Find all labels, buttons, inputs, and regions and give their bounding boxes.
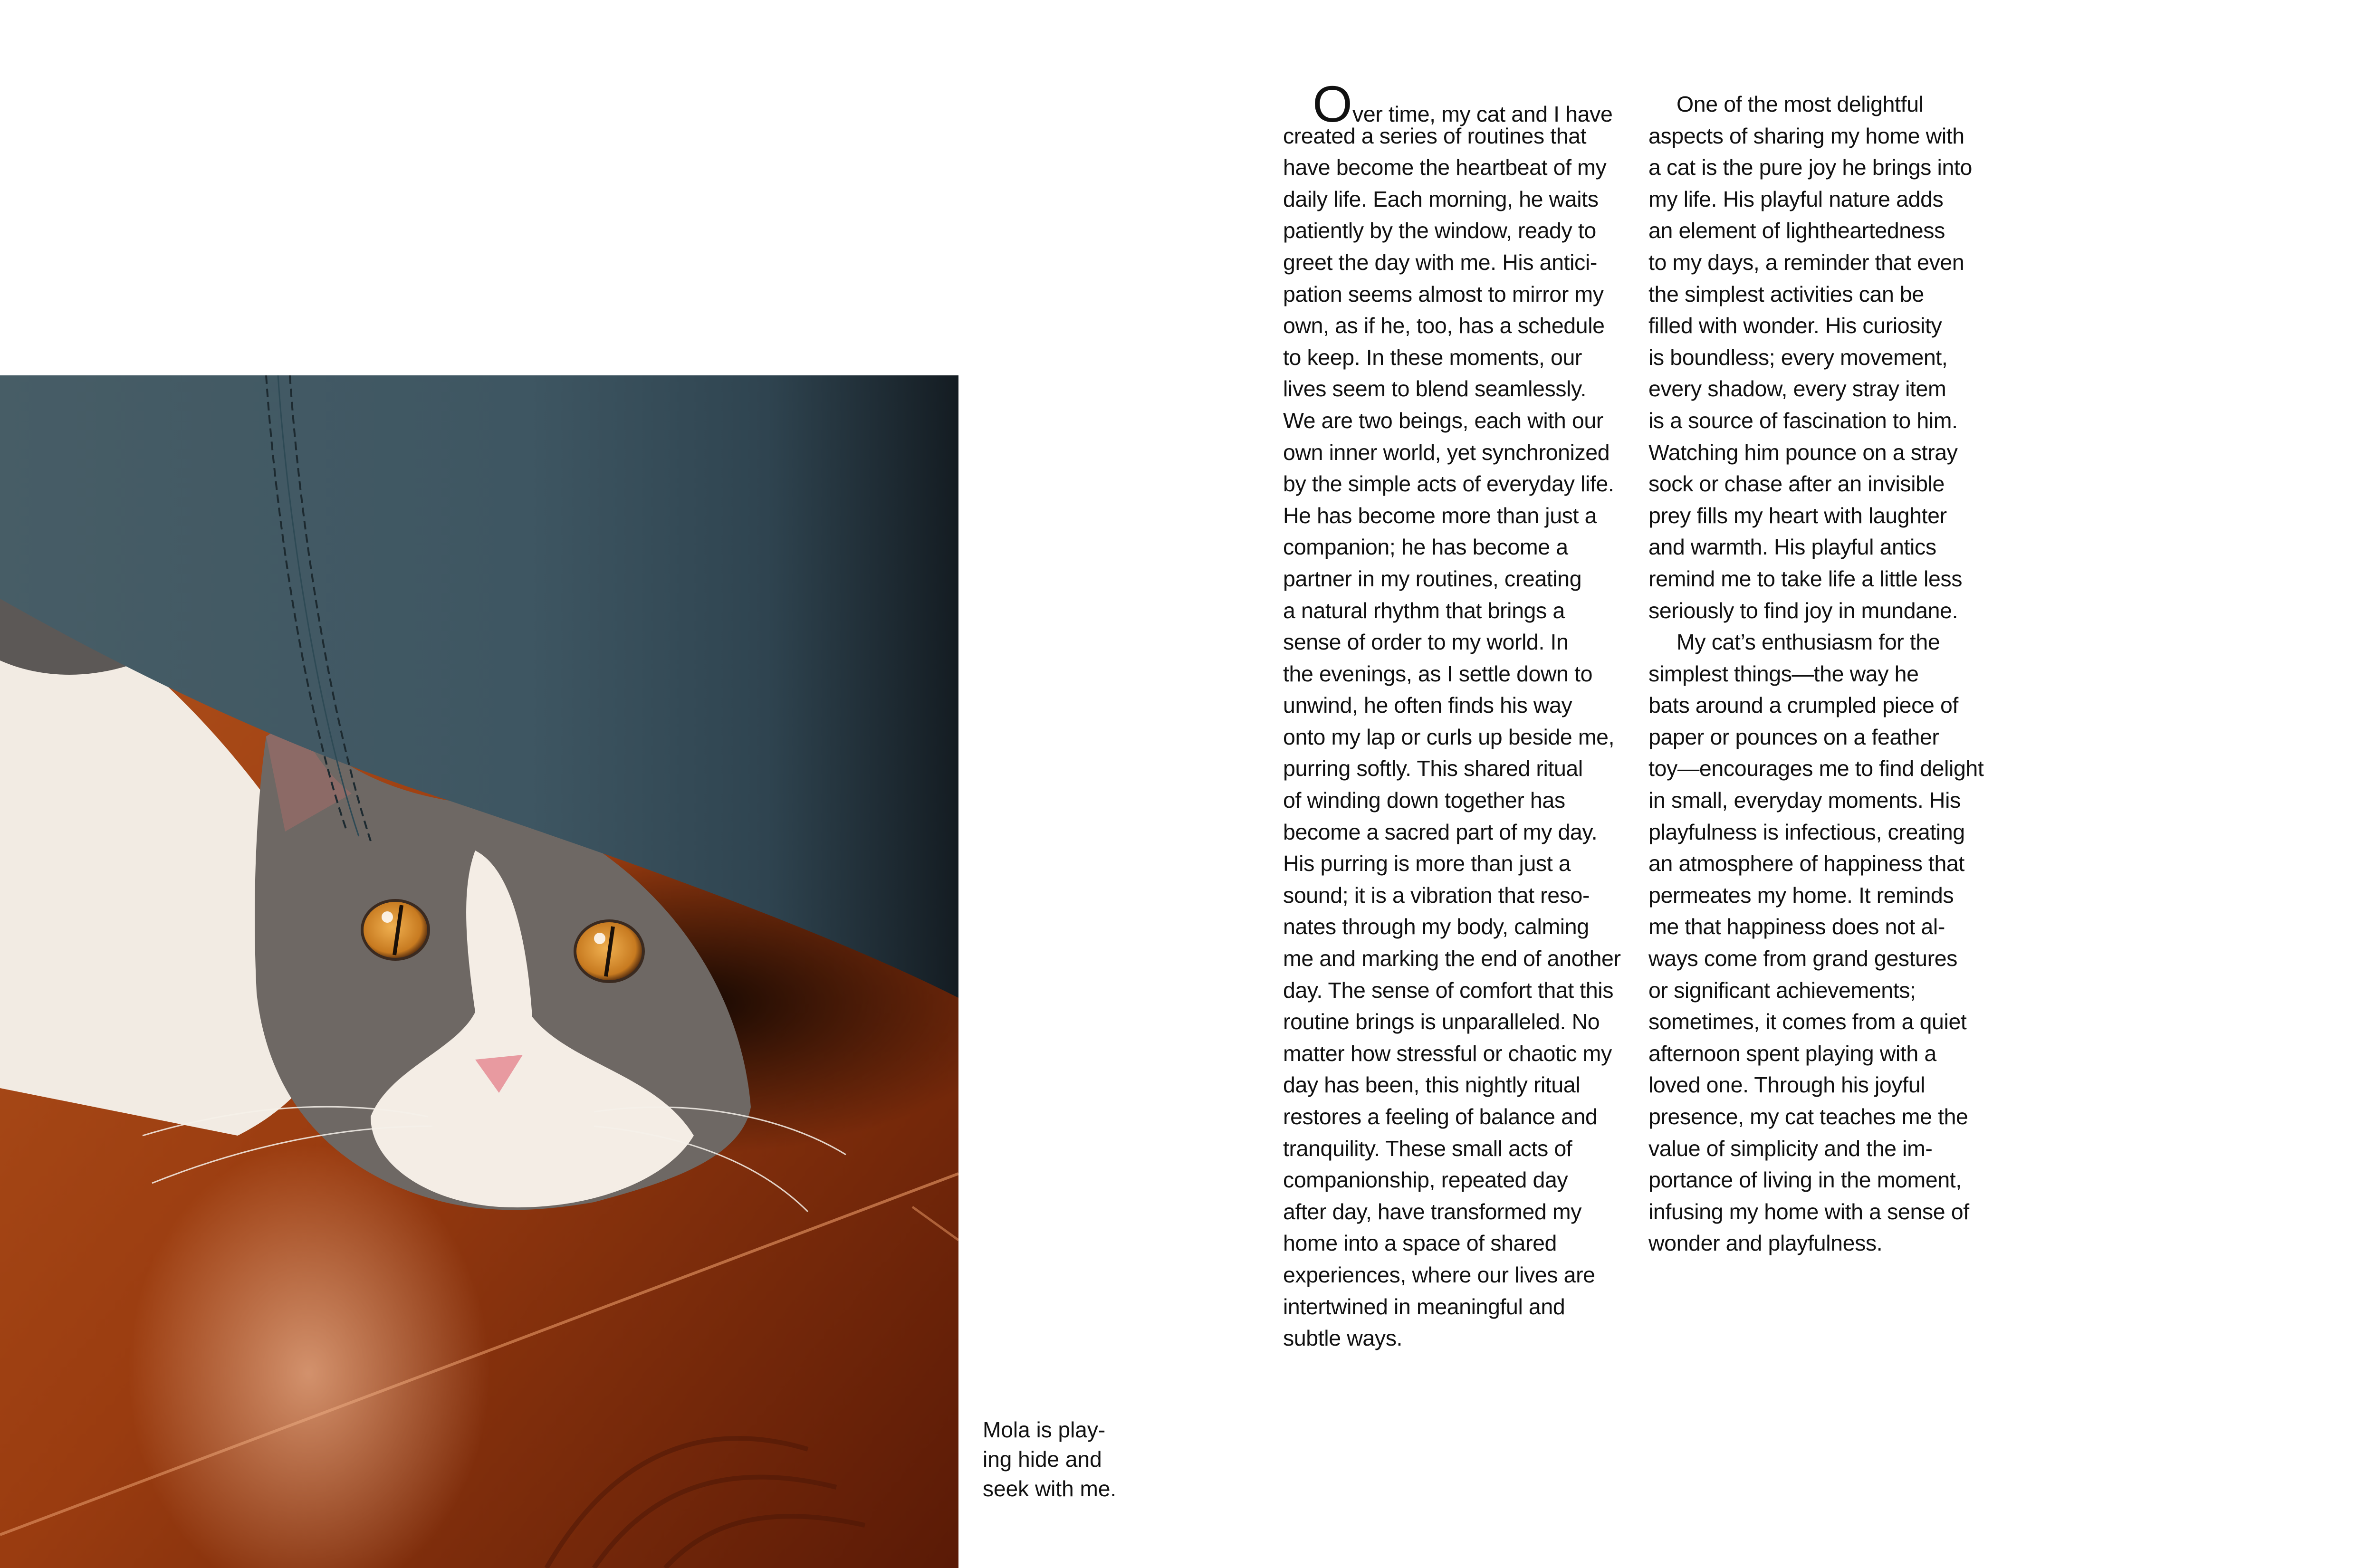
article-line: daily life. Each morning, he waits	[1283, 186, 1599, 211]
article-line: have become the heartbeat of my	[1283, 155, 1607, 180]
article-line: nates through my body, calming	[1283, 914, 1589, 939]
article-line: day has been, this nightly ritual	[1283, 1072, 1581, 1098]
article-line: the evenings, as I settle down to	[1283, 661, 1593, 686]
article-line: greet the day with me. His antici-	[1283, 249, 1597, 275]
article-line: an atmosphere of happiness that	[1648, 851, 1964, 876]
article-line: purring softly. This shared ritual	[1283, 756, 1583, 781]
article-line: wonder and playfulness.	[1648, 1231, 1883, 1256]
cat-photo	[0, 375, 958, 1568]
article-line: He has become more than just a	[1283, 503, 1597, 528]
article-column-2	[1648, 88, 2010, 1259]
article-line: seriously to find joy in mundane.	[1648, 598, 1958, 623]
article-line: and warmth. His playful antics	[1648, 535, 1936, 560]
article-line: prey fills my heart with laughter	[1648, 503, 1947, 528]
article-line: by the simple acts of everyday life.	[1283, 471, 1614, 497]
article-line: aspects of sharing my home with	[1648, 123, 1964, 148]
article-line: my life. His playful nature adds	[1648, 186, 1944, 211]
article-line: value of simplicity and the im-	[1648, 1136, 1933, 1161]
article-line: experiences, where our lives are	[1283, 1262, 1595, 1287]
article-line: sock or chase after an invisible	[1648, 471, 1945, 497]
article-line: sometimes, it comes from a quiet	[1648, 1009, 1967, 1034]
article-line: paper or pounces on a feather	[1648, 724, 1939, 749]
article-line: is boundless; every movement,	[1648, 344, 1948, 370]
article-line: toy—encourages me to find delight	[1648, 756, 1984, 781]
article-line: afternoon spent playing with a	[1648, 1041, 1936, 1066]
article-line: in small, everyday moments. His	[1648, 788, 1961, 813]
article-line: an element of lightheartedness	[1648, 218, 1945, 243]
article-line: sound; it is a vibration that reso-	[1283, 882, 1590, 908]
article-line: lives seem to blend seamlessly.	[1283, 376, 1587, 402]
article-line: day. The sense of comfort that this	[1283, 977, 1614, 1003]
article-line: portance of living in the moment,	[1648, 1167, 1962, 1193]
article-column-1	[1283, 75, 1644, 1354]
article-line: is a source of fascination to him.	[1648, 408, 1958, 433]
article-line: restores a feeling of balance and	[1283, 1104, 1598, 1129]
article-line: infusing my home with a sense of	[1648, 1199, 1969, 1224]
article-line: sense of order to my world. In	[1283, 630, 1569, 655]
article-line: bats around a crumpled piece of	[1648, 693, 1958, 718]
article-line: remind me to take life a little less	[1648, 566, 1963, 591]
article-line: companion; he has become a	[1283, 535, 1568, 560]
article-line: the simplest activities can be	[1648, 281, 1924, 306]
article-line: matter how stressful or chaotic my	[1283, 1041, 1612, 1066]
article-line: presence, my cat teaches me the	[1648, 1104, 1968, 1129]
article-line: me and marking the end of another	[1283, 946, 1621, 971]
article-line: to keep. In these moments, our	[1283, 344, 1582, 370]
article-line: me that happiness does not al-	[1648, 914, 1945, 939]
caption-line: seek with me.	[983, 1476, 1117, 1501]
article-line: every shadow, every stray item	[1648, 376, 1946, 402]
caption-line: ing hide and	[983, 1447, 1102, 1472]
article-line: subtle ways.	[1283, 1326, 1403, 1351]
article-line: permeates my home. It reminds	[1648, 882, 1954, 908]
article-line: tranquility. These small acts of	[1283, 1136, 1572, 1161]
article-line: to my days, a reminder that even	[1648, 249, 1964, 275]
article-line: onto my lap or curls up beside me,	[1283, 724, 1615, 749]
article-line: created a series of routines that	[1283, 123, 1587, 148]
article-line: partner in my routines, creating	[1283, 566, 1582, 591]
article-line: His purring is more than just a	[1283, 851, 1571, 876]
article-line: loved one. Through his joyful	[1648, 1072, 1926, 1098]
article-line: filled with wonder. His curiosity	[1648, 313, 1942, 338]
article-line: unwind, he often finds his way	[1283, 693, 1572, 718]
cat-photo-illustration	[0, 375, 958, 1568]
article-line: simplest things—the way he	[1648, 661, 1919, 686]
photo-caption	[983, 1415, 1140, 1503]
caption-line: Mola is play-	[983, 1417, 1106, 1442]
article-line: Watching him pounce on a stray	[1648, 440, 1958, 465]
article-line: become a sacred part of my day.	[1283, 819, 1598, 844]
article-line: a cat is the pure joy he brings into	[1648, 155, 1972, 180]
article-line: companionship, repeated day	[1283, 1167, 1568, 1193]
drop-cap: O	[1313, 75, 1353, 133]
article-line: own inner world, yet synchronized	[1283, 440, 1610, 465]
article-line	[1283, 75, 1644, 133]
article-line: My cat’s enthusiasm for the	[1677, 630, 1940, 655]
article-line: pation seems almost to mirror my	[1283, 281, 1604, 306]
article-line: a natural rhythm that brings a	[1283, 598, 1565, 623]
article-line: patiently by the window, ready to	[1283, 218, 1596, 243]
article-line: own, as if he, too, has a schedule	[1283, 313, 1605, 338]
article-line: routine brings is unparalleled. No	[1283, 1009, 1600, 1034]
article-line: We are two beings, each with our	[1283, 408, 1603, 433]
article-line: after day, have transformed my	[1283, 1199, 1582, 1224]
article-line: or significant achievements;	[1648, 977, 1916, 1003]
article-line: playfulness is infectious, creating	[1648, 819, 1965, 844]
article-line: of winding down together has	[1283, 788, 1565, 813]
article-line: home into a space of shared	[1283, 1231, 1557, 1256]
article-line-text: ver time, my cat and I have	[1352, 102, 1613, 126]
article-line: ways come from grand gestures	[1648, 946, 1958, 971]
article-line: One of the most delightful	[1677, 92, 1924, 116]
article-line: intertwined in meaningful and	[1283, 1294, 1565, 1319]
